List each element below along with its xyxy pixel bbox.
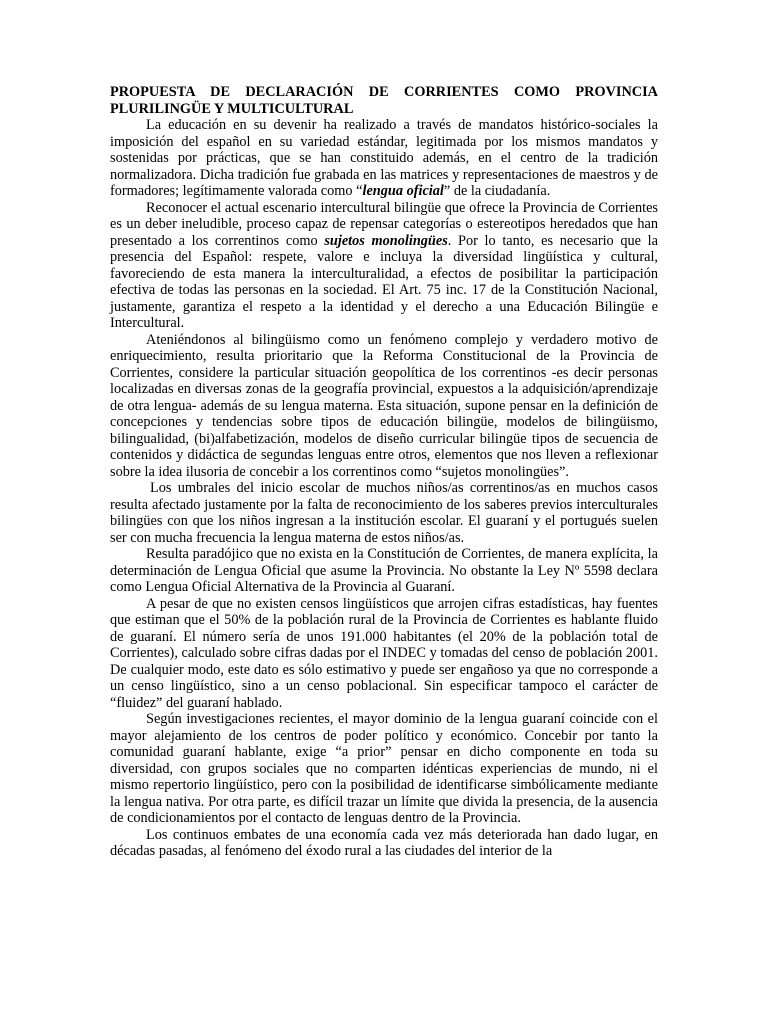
- paragraph-2: [110, 200, 658, 332]
- paragraph-2-text-before: Reconocer el actual escenario intercultural bilingüe que ofrece la Provincia de Corrientes es un deber ineludible, proceso capaz de repensar categorías o estereotipos heredados que han presentado a los correntinos como: [110, 199, 658, 249]
- paragraph-1-text-after: ” de la ciudadanía.: [443, 183, 551, 199]
- paragraph-6: A pesar de que no existen censos lingüísticos que arrojen cifras estadísticas, hay fuentes que estiman que el 50% de la población rural de la Provincia de Corrientes es hablante fluido de guaraní. El número sería de unos 191.000 habitantes (el 20% de la población total de Corrientes), calculado sobre cifras dadas por el INDEC y tomadas del censo de población 2001. De cualquier modo, este dato es sólo estimativo y puede ser engañoso ya que no corresponde a un censo lingüístico, sino a un censo poblacional. Sin especificar tampoco el carácter de “fluidez” del guaraní hablado.: [110, 595, 658, 711]
- paragraph-1-text-before: La educación en su devenir ha realizado a través de mandatos histórico-sociales la imposición del español en su variedad estándar, legitimada por los mismos mandatos y sostenidas por prácticas, que se han constituido además, en el centro de la tradición normalizadora. Dicha tradición fue grabada en las matrices y representaciones de maestros y de formadores; legítimamente valorada como “: [110, 117, 658, 199]
- paragraph-7: Según investigaciones recientes, el mayor dominio de la lengua guaraní coincide con el mayor alejamiento de los centros de poder político y económico. Concebir por tanto la comunidad guaraní hablante, exige “a prior” pensar en dicho componente en toda su diversidad, con grupos sociales que no comparten idénticas experiencias de mundo, ni el mismo repertorio lingüístico, pero con la posibilidad de identificarse simbólicamente mediante la lengua nativa. Por otra parte, es difícil trazar un límite que divida la presencia, de la ausencia de condicionamientos por el contacto de lenguas dentro de la Provincia.: [110, 711, 658, 826]
- paragraph-1: [110, 117, 658, 200]
- paragraph-4: Los umbrales del inicio escolar de muchos niños/as correntinos/as en muchos casos resulta afectado justamente por la falta de reconocimiento de los saberes previos interculturales bilingües con que los niños ingresan a la institución escolar. El guaraní y el portugués suelen ser con mucha frecuencia la lengua materna de estos niños/as.: [110, 480, 658, 546]
- emphasis-lengua-oficial: lengua oficial: [362, 183, 444, 199]
- paragraph-5: Resulta paradójico que no exista en la Constitución de Corrientes, de manera explícita, la determinación de Lengua Oficial que asume la Provincia. No obstante la Ley Nº 5598 declara como Lengua Oficial Alternativa de la Provincia al Guaraní.: [110, 546, 658, 595]
- emphasis-sujetos-monolingues: sujetos monolingües: [324, 232, 448, 249]
- paragraph-3: Ateniéndonos al bilingüismo como un fenómeno complejo y verdadero motivo de enriquecimiento, resulta prioritario que la Reforma Constitucional de la Provincia de Corrientes, considere la particular situación geopolítica de los correntinos -es decir personas localizadas en diversas zonas de la geografía provincial, expuestos a la adquisición/aprendizaje de otra lengua- además de su lengua materna. Esta situación, supone pensar en la definición de concepciones y tendencias sobre tipos de educación bilingüe, modelos de bilingüismo, bilingualidad, (bi)alfabetización, modelos de diseño curricular bilingüe tipos de secuencia de contenidos y didáctica de segundas lenguas entre otros, elementos que nos lleven a reflexionar sobre la idea ilusoria de concebir a los correntinos como “sujetos monolingües”.: [110, 331, 658, 480]
- paragraph-2-text-after: . Por lo tanto, es necesario que la presencia del Español: respete, valore e incluya la diversidad lingüística y cultural, favoreciendo de esta manera la interculturalidad, a efectos de posibilitar la participación efectiva de todas las personas en la sociedad. El Art. 75 inc. 17 de la Constitución Nacional, justamente, garantiza el respeto a la identidad y el derecho a una Educación Bilingüe e Intercultural.: [110, 232, 658, 331]
- document-page: [110, 84, 658, 860]
- document-title: PROPUESTA DE DECLARACIÓN DE CORRIENTES COMO PROVINCIA PLURILINGÜE Y MULTICULTURAL: [110, 84, 658, 117]
- paragraph-8: Los continuos embates de una economía cada vez más deteriorada han dado lugar, en décadas pasadas, al fenómeno del éxodo rural a las ciudades del interior de la: [110, 826, 658, 859]
